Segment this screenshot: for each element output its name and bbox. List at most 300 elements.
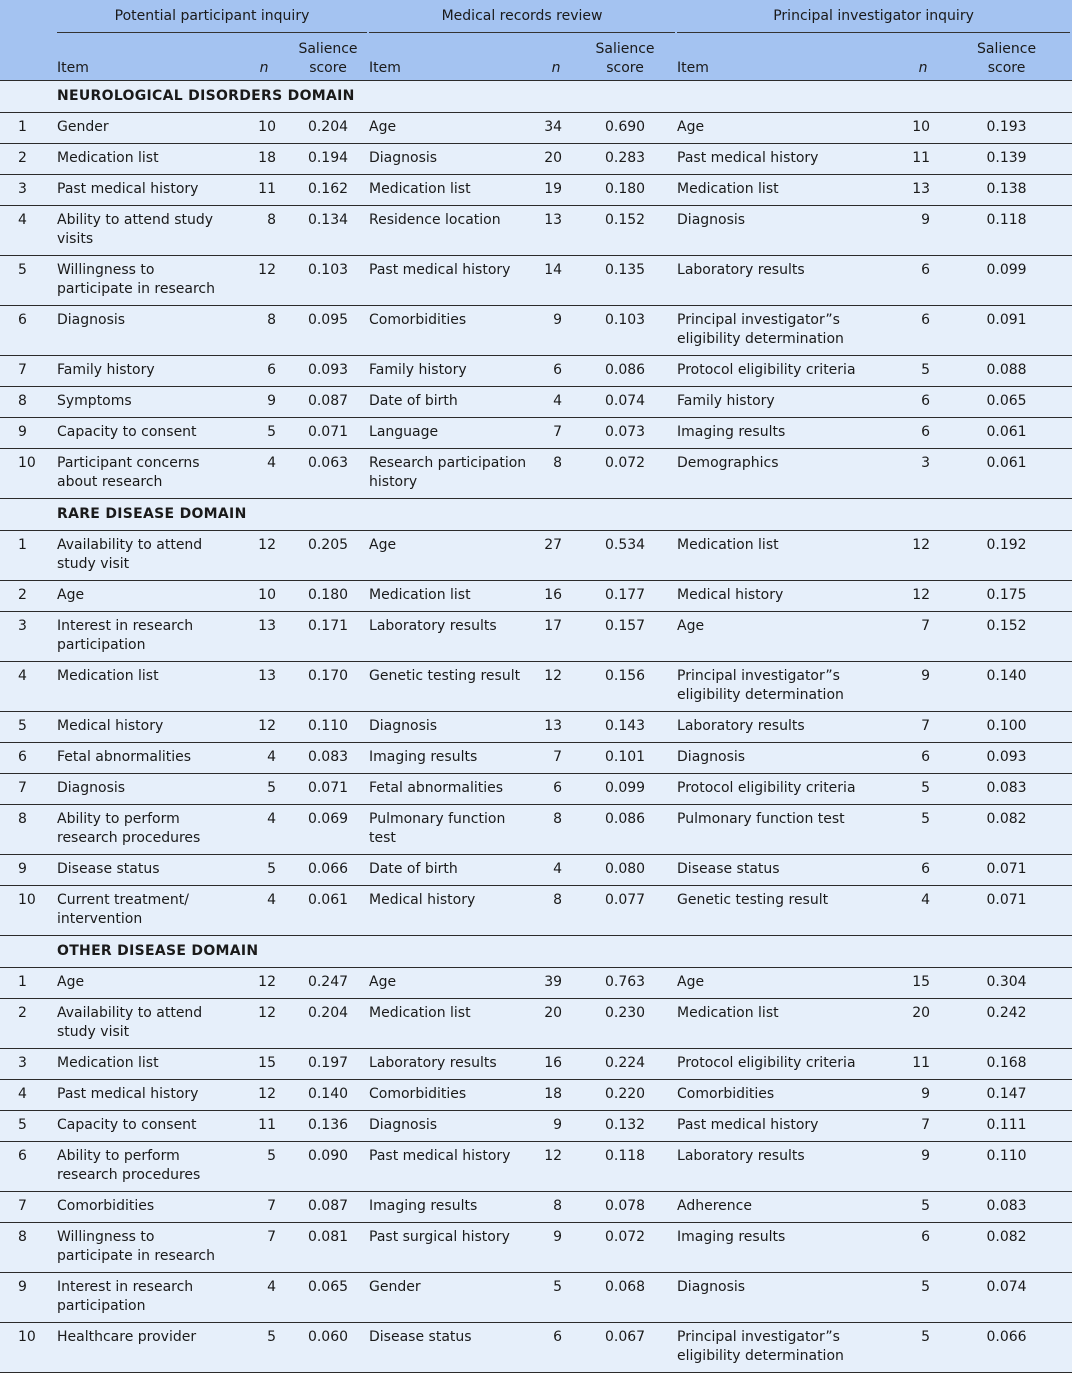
- records-n-cell: 20: [539, 144, 573, 175]
- participant-item-cell: Comorbidities: [57, 1192, 241, 1223]
- participant-item-cell: Willingness to participate in research: [57, 1223, 241, 1273]
- records-item-cell: Research participation history: [369, 449, 539, 499]
- rank-cell: 2: [0, 581, 57, 612]
- participant-n-cell: 10: [241, 113, 287, 144]
- records-item-cell: Diagnosis: [369, 712, 539, 743]
- participant-salience-cell: 0.087: [287, 1192, 369, 1223]
- records-item-cell: Residence location: [369, 206, 539, 256]
- col-header-item: Item: [369, 33, 539, 81]
- participant-n-cell: 9: [241, 387, 287, 418]
- records-salience-cell: 0.068: [573, 1273, 677, 1323]
- table-row: [0, 531, 1072, 581]
- table-row: [0, 449, 1072, 499]
- records-item-cell: Disease status: [369, 1323, 539, 1373]
- participant-salience-cell: 0.197: [287, 1049, 369, 1080]
- participant-item-cell: Diagnosis: [57, 774, 241, 805]
- participant-n-cell: 5: [241, 774, 287, 805]
- records-n-cell: 6: [539, 356, 573, 387]
- records-salience-cell: 0.690: [573, 113, 677, 144]
- participant-salience-cell: 0.171: [287, 612, 369, 662]
- participant-salience-cell: 0.087: [287, 387, 369, 418]
- col-header-salience: Salience score: [941, 33, 1072, 81]
- participant-salience-cell: 0.180: [287, 581, 369, 612]
- investigator-item-cell: Laboratory results: [677, 1142, 905, 1192]
- participant-salience-cell: 0.071: [287, 774, 369, 805]
- records-n-cell: 12: [539, 662, 573, 712]
- participant-salience-cell: 0.204: [287, 999, 369, 1049]
- table-row: [0, 418, 1072, 449]
- rank-cell: 10: [0, 886, 57, 936]
- investigator-salience-cell: 0.061: [941, 449, 1072, 499]
- participant-item-cell: Age: [57, 581, 241, 612]
- investigator-n-cell: 11: [905, 1049, 941, 1080]
- investigator-n-cell: 12: [905, 581, 941, 612]
- col-header-item: Item: [677, 33, 905, 81]
- rank-cell: 5: [0, 1111, 57, 1142]
- investigator-n-cell: 6: [905, 306, 941, 356]
- records-n-cell: 9: [539, 1223, 573, 1273]
- investigator-item-cell: Imaging results: [677, 1223, 905, 1273]
- rank-cell: 8: [0, 1223, 57, 1273]
- investigator-n-cell: 9: [905, 206, 941, 256]
- section-title: OTHER DISEASE DOMAIN: [57, 936, 1072, 968]
- investigator-n-cell: 13: [905, 175, 941, 206]
- investigator-item-cell: Diagnosis: [677, 1273, 905, 1323]
- section-header-row: [0, 936, 1072, 968]
- investigator-salience-cell: 0.088: [941, 356, 1072, 387]
- participant-n-cell: 6: [241, 356, 287, 387]
- investigator-item-cell: Past medical history: [677, 1111, 905, 1142]
- participant-n-cell: 11: [241, 175, 287, 206]
- records-n-cell: 13: [539, 712, 573, 743]
- records-salience-cell: 0.156: [573, 662, 677, 712]
- investigator-item-cell: Age: [677, 113, 905, 144]
- col-header-salience: Salience score: [287, 33, 369, 81]
- table-row: [0, 612, 1072, 662]
- records-salience-cell: 0.103: [573, 306, 677, 356]
- rank-cell: 5: [0, 712, 57, 743]
- investigator-item-cell: Pulmonary function test: [677, 805, 905, 855]
- table-row: [0, 581, 1072, 612]
- rank-cell: 3: [0, 1049, 57, 1080]
- table-row: [0, 387, 1072, 418]
- records-salience-cell: 0.118: [573, 1142, 677, 1192]
- records-salience-cell: 0.086: [573, 356, 677, 387]
- participant-item-cell: Participant concerns about research: [57, 449, 241, 499]
- records-item-cell: Medication list: [369, 999, 539, 1049]
- group-header-participant: Potential participant inquiry: [57, 0, 369, 33]
- records-n-cell: 16: [539, 581, 573, 612]
- rank-cell: 6: [0, 306, 57, 356]
- section-title: RARE DISEASE DOMAIN: [57, 499, 1072, 531]
- records-item-cell: Diagnosis: [369, 1111, 539, 1142]
- records-salience-cell: 0.177: [573, 581, 677, 612]
- participant-n-cell: 12: [241, 999, 287, 1049]
- investigator-salience-cell: 0.152: [941, 612, 1072, 662]
- investigator-n-cell: 5: [905, 1273, 941, 1323]
- rank-cell: 6: [0, 1142, 57, 1192]
- investigator-salience-cell: 0.118: [941, 206, 1072, 256]
- investigator-item-cell: Imaging results: [677, 418, 905, 449]
- participant-salience-cell: 0.134: [287, 206, 369, 256]
- participant-n-cell: 11: [241, 1111, 287, 1142]
- records-item-cell: Age: [369, 113, 539, 144]
- table-row: [0, 356, 1072, 387]
- records-salience-cell: 0.072: [573, 449, 677, 499]
- rank-cell: 7: [0, 356, 57, 387]
- records-n-cell: 8: [539, 449, 573, 499]
- participant-salience-cell: 0.093: [287, 356, 369, 387]
- rank-cell: 4: [0, 206, 57, 256]
- participant-n-cell: 4: [241, 743, 287, 774]
- records-salience-cell: 0.072: [573, 1223, 677, 1273]
- records-salience-cell: 0.283: [573, 144, 677, 175]
- table-row: [0, 805, 1072, 855]
- records-n-cell: 20: [539, 999, 573, 1049]
- records-item-cell: Medical history: [369, 886, 539, 936]
- table-row: [0, 855, 1072, 886]
- table-row: [0, 113, 1072, 144]
- records-salience-cell: 0.534: [573, 531, 677, 581]
- records-n-cell: 16: [539, 1049, 573, 1080]
- participant-salience-cell: 0.136: [287, 1111, 369, 1142]
- rank-cell: 2: [0, 144, 57, 175]
- records-salience-cell: 0.220: [573, 1080, 677, 1111]
- participant-item-cell: Interest in research participation: [57, 1273, 241, 1323]
- participant-n-cell: 8: [241, 206, 287, 256]
- investigator-item-cell: Adherence: [677, 1192, 905, 1223]
- investigator-salience-cell: 0.065: [941, 387, 1072, 418]
- investigator-n-cell: 6: [905, 256, 941, 306]
- records-n-cell: 8: [539, 805, 573, 855]
- records-n-cell: 7: [539, 418, 573, 449]
- investigator-salience-cell: 0.066: [941, 1323, 1072, 1373]
- participant-n-cell: 5: [241, 855, 287, 886]
- records-n-cell: 9: [539, 1111, 573, 1142]
- participant-n-cell: 4: [241, 449, 287, 499]
- participant-item-cell: Current treatment/ intervention: [57, 886, 241, 936]
- records-n-cell: 39: [539, 968, 573, 999]
- records-salience-cell: 0.086: [573, 805, 677, 855]
- rank-cell: 9: [0, 1273, 57, 1323]
- investigator-item-cell: Medical history: [677, 581, 905, 612]
- rank-cell: 10: [0, 1323, 57, 1373]
- records-salience-cell: 0.157: [573, 612, 677, 662]
- participant-n-cell: 12: [241, 1080, 287, 1111]
- rank-cell: 3: [0, 175, 57, 206]
- records-item-cell: Family history: [369, 356, 539, 387]
- investigator-n-cell: 6: [905, 387, 941, 418]
- participant-item-cell: Availability to attend study visit: [57, 999, 241, 1049]
- participant-salience-cell: 0.081: [287, 1223, 369, 1273]
- participant-item-cell: Disease status: [57, 855, 241, 886]
- section-spacer: [0, 936, 57, 968]
- participant-n-cell: 12: [241, 256, 287, 306]
- records-salience-cell: 0.152: [573, 206, 677, 256]
- records-item-cell: Laboratory results: [369, 1049, 539, 1080]
- records-n-cell: 6: [539, 1323, 573, 1373]
- records-item-cell: Gender: [369, 1273, 539, 1323]
- investigator-salience-cell: 0.093: [941, 743, 1072, 774]
- investigator-n-cell: 5: [905, 774, 941, 805]
- investigator-item-cell: Age: [677, 968, 905, 999]
- investigator-item-cell: Laboratory results: [677, 712, 905, 743]
- investigator-salience-cell: 0.100: [941, 712, 1072, 743]
- rank-cell: 2: [0, 999, 57, 1049]
- participant-salience-cell: 0.095: [287, 306, 369, 356]
- records-n-cell: 4: [539, 387, 573, 418]
- investigator-item-cell: Family history: [677, 387, 905, 418]
- table-row: [0, 1273, 1072, 1323]
- participant-item-cell: Fetal abnormalities: [57, 743, 241, 774]
- rank-cell: 9: [0, 855, 57, 886]
- participant-n-cell: 4: [241, 1273, 287, 1323]
- participant-item-cell: Medication list: [57, 144, 241, 175]
- records-n-cell: 6: [539, 774, 573, 805]
- table-row: [0, 206, 1072, 256]
- investigator-n-cell: 7: [905, 1111, 941, 1142]
- group-header-investigator: Principal investigator inquiry: [677, 0, 1072, 33]
- investigator-salience-cell: 0.140: [941, 662, 1072, 712]
- investigator-item-cell: Comorbidities: [677, 1080, 905, 1111]
- investigator-salience-cell: 0.175: [941, 581, 1072, 612]
- participant-n-cell: 12: [241, 531, 287, 581]
- investigator-n-cell: 5: [905, 805, 941, 855]
- records-item-cell: Past surgical history: [369, 1223, 539, 1273]
- table-header: [0, 0, 1072, 81]
- participant-salience-cell: 0.170: [287, 662, 369, 712]
- participant-item-cell: Symptoms: [57, 387, 241, 418]
- investigator-item-cell: Protocol eligibility criteria: [677, 356, 905, 387]
- investigator-n-cell: 5: [905, 1192, 941, 1223]
- table-row: [0, 1049, 1072, 1080]
- rank-cell: 3: [0, 612, 57, 662]
- participant-salience-cell: 0.110: [287, 712, 369, 743]
- investigator-item-cell: Protocol eligibility criteria: [677, 1049, 905, 1080]
- participant-salience-cell: 0.071: [287, 418, 369, 449]
- rank-cell: 8: [0, 805, 57, 855]
- investigator-item-cell: Genetic testing result: [677, 886, 905, 936]
- records-salience-cell: 0.099: [573, 774, 677, 805]
- records-salience-cell: 0.763: [573, 968, 677, 999]
- investigator-salience-cell: 0.242: [941, 999, 1072, 1049]
- investigator-n-cell: 20: [905, 999, 941, 1049]
- investigator-n-cell: 5: [905, 1323, 941, 1373]
- participant-salience-cell: 0.065: [287, 1273, 369, 1323]
- records-item-cell: Age: [369, 531, 539, 581]
- records-item-cell: Imaging results: [369, 1192, 539, 1223]
- records-item-cell: Pulmonary function test: [369, 805, 539, 855]
- rank-cell: 7: [0, 1192, 57, 1223]
- records-item-cell: Age: [369, 968, 539, 999]
- records-salience-cell: 0.074: [573, 387, 677, 418]
- investigator-n-cell: 5: [905, 356, 941, 387]
- participant-n-cell: 12: [241, 968, 287, 999]
- rank-cell: 7: [0, 774, 57, 805]
- section-header-row: [0, 499, 1072, 531]
- participant-item-cell: Family history: [57, 356, 241, 387]
- investigator-item-cell: Protocol eligibility criteria: [677, 774, 905, 805]
- participant-item-cell: Capacity to consent: [57, 418, 241, 449]
- section-title: NEUROLOGICAL DISORDERS DOMAIN: [57, 81, 1072, 113]
- rank-cell: 9: [0, 418, 57, 449]
- table-row: [0, 256, 1072, 306]
- participant-item-cell: Ability to attend study visits: [57, 206, 241, 256]
- investigator-n-cell: 6: [905, 418, 941, 449]
- participant-n-cell: 18: [241, 144, 287, 175]
- records-n-cell: 18: [539, 1080, 573, 1111]
- investigator-n-cell: 7: [905, 612, 941, 662]
- investigator-salience-cell: 0.074: [941, 1273, 1072, 1323]
- records-n-cell: 17: [539, 612, 573, 662]
- table-row: [0, 1142, 1072, 1192]
- records-salience-cell: 0.073: [573, 418, 677, 449]
- records-n-cell: 12: [539, 1142, 573, 1192]
- participant-item-cell: Interest in research participation: [57, 612, 241, 662]
- records-item-cell: Date of birth: [369, 387, 539, 418]
- participant-n-cell: 15: [241, 1049, 287, 1080]
- participant-salience-cell: 0.066: [287, 855, 369, 886]
- investigator-item-cell: Principal investigator”s eligibility determination: [677, 662, 905, 712]
- records-salience-cell: 0.230: [573, 999, 677, 1049]
- participant-item-cell: Medication list: [57, 662, 241, 712]
- group-header-records: Medical records review: [369, 0, 677, 33]
- participant-salience-cell: 0.061: [287, 886, 369, 936]
- investigator-salience-cell: 0.061: [941, 418, 1072, 449]
- investigator-item-cell: Disease status: [677, 855, 905, 886]
- participant-salience-cell: 0.247: [287, 968, 369, 999]
- participant-n-cell: 5: [241, 1142, 287, 1192]
- participant-salience-cell: 0.069: [287, 805, 369, 855]
- investigator-n-cell: 9: [905, 1080, 941, 1111]
- investigator-item-cell: Age: [677, 612, 905, 662]
- investigator-n-cell: 11: [905, 144, 941, 175]
- table-row: [0, 662, 1072, 712]
- table-row: [0, 1223, 1072, 1273]
- investigator-n-cell: 7: [905, 712, 941, 743]
- participant-item-cell: Ability to perform research procedures: [57, 805, 241, 855]
- participant-n-cell: 8: [241, 306, 287, 356]
- table-row: [0, 1080, 1072, 1111]
- records-n-cell: 13: [539, 206, 573, 256]
- col-header-n: n: [905, 33, 941, 81]
- participant-n-cell: 4: [241, 805, 287, 855]
- participant-salience-cell: 0.063: [287, 449, 369, 499]
- investigator-item-cell: Demographics: [677, 449, 905, 499]
- records-item-cell: Past medical history: [369, 1142, 539, 1192]
- investigator-n-cell: 10: [905, 113, 941, 144]
- investigator-item-cell: Principal investigator”s eligibility determination: [677, 306, 905, 356]
- investigator-item-cell: Medication list: [677, 999, 905, 1049]
- investigator-item-cell: Laboratory results: [677, 256, 905, 306]
- investigator-salience-cell: 0.071: [941, 855, 1072, 886]
- investigator-salience-cell: 0.091: [941, 306, 1072, 356]
- investigator-salience-cell: 0.193: [941, 113, 1072, 144]
- col-header-n: n: [539, 33, 573, 81]
- participant-salience-cell: 0.162: [287, 175, 369, 206]
- records-item-cell: Laboratory results: [369, 612, 539, 662]
- section-header-row: [0, 81, 1072, 113]
- investigator-salience-cell: 0.147: [941, 1080, 1072, 1111]
- records-salience-cell: 0.180: [573, 175, 677, 206]
- participant-salience-cell: 0.140: [287, 1080, 369, 1111]
- investigator-item-cell: Past medical history: [677, 144, 905, 175]
- participant-item-cell: Ability to perform research procedures: [57, 1142, 241, 1192]
- records-n-cell: 9: [539, 306, 573, 356]
- rank-cell: 1: [0, 968, 57, 999]
- participant-salience-cell: 0.090: [287, 1142, 369, 1192]
- participant-n-cell: 7: [241, 1192, 287, 1223]
- records-n-cell: 19: [539, 175, 573, 206]
- records-salience-cell: 0.080: [573, 855, 677, 886]
- records-item-cell: Medication list: [369, 175, 539, 206]
- records-salience-cell: 0.132: [573, 1111, 677, 1142]
- participant-salience-cell: 0.060: [287, 1323, 369, 1373]
- investigator-salience-cell: 0.304: [941, 968, 1072, 999]
- investigator-n-cell: 6: [905, 1223, 941, 1273]
- participant-item-cell: Willingness to participate in research: [57, 256, 241, 306]
- participant-n-cell: 10: [241, 581, 287, 612]
- records-salience-cell: 0.067: [573, 1323, 677, 1373]
- investigator-salience-cell: 0.168: [941, 1049, 1072, 1080]
- records-salience-cell: 0.143: [573, 712, 677, 743]
- rank-cell: 4: [0, 662, 57, 712]
- records-item-cell: Language: [369, 418, 539, 449]
- records-item-cell: Imaging results: [369, 743, 539, 774]
- participant-item-cell: Capacity to consent: [57, 1111, 241, 1142]
- participant-salience-cell: 0.103: [287, 256, 369, 306]
- participant-n-cell: 5: [241, 418, 287, 449]
- table-row: [0, 1323, 1072, 1373]
- investigator-salience-cell: 0.192: [941, 531, 1072, 581]
- records-n-cell: 14: [539, 256, 573, 306]
- investigator-item-cell: Medication list: [677, 531, 905, 581]
- records-n-cell: 5: [539, 1273, 573, 1323]
- participant-salience-cell: 0.204: [287, 113, 369, 144]
- rank-cell: 8: [0, 387, 57, 418]
- participant-salience-cell: 0.194: [287, 144, 369, 175]
- investigator-n-cell: 15: [905, 968, 941, 999]
- table-row: [0, 743, 1072, 774]
- table-row: [0, 774, 1072, 805]
- col-header-item: Item: [57, 33, 241, 81]
- participant-n-cell: 12: [241, 712, 287, 743]
- table-row: [0, 1111, 1072, 1142]
- col-header-salience: Salience score: [573, 33, 677, 81]
- records-item-cell: Past medical history: [369, 256, 539, 306]
- rank-cell: 5: [0, 256, 57, 306]
- investigator-salience-cell: 0.099: [941, 256, 1072, 306]
- records-salience-cell: 0.101: [573, 743, 677, 774]
- participant-item-cell: Gender: [57, 113, 241, 144]
- records-n-cell: 8: [539, 1192, 573, 1223]
- records-item-cell: Medication list: [369, 581, 539, 612]
- records-n-cell: 4: [539, 855, 573, 886]
- investigator-n-cell: 9: [905, 662, 941, 712]
- table-row: [0, 999, 1072, 1049]
- records-salience-cell: 0.224: [573, 1049, 677, 1080]
- investigator-n-cell: 3: [905, 449, 941, 499]
- participant-n-cell: 7: [241, 1223, 287, 1273]
- section-spacer: [0, 81, 57, 113]
- rank-cell: 4: [0, 1080, 57, 1111]
- investigator-salience-cell: 0.071: [941, 886, 1072, 936]
- investigator-n-cell: 12: [905, 531, 941, 581]
- rank-cell: 10: [0, 449, 57, 499]
- rank-cell: 1: [0, 113, 57, 144]
- investigator-salience-cell: 0.083: [941, 774, 1072, 805]
- records-n-cell: 8: [539, 886, 573, 936]
